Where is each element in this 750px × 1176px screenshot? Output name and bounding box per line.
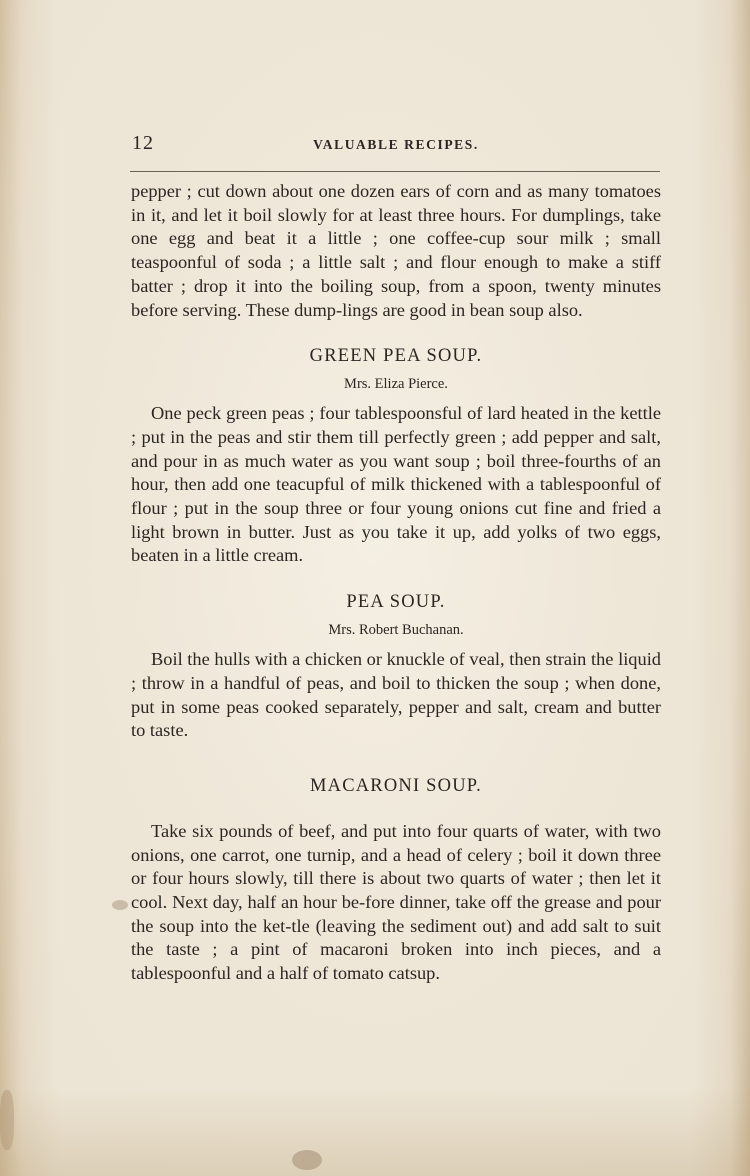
recipe-title-green-pea-soup: GREEN PEA SOUP.	[309, 346, 483, 367]
page-content	[131, 180, 661, 986]
page-number: 12	[132, 132, 154, 154]
running-head: VALUABLE RECIPES.	[313, 137, 479, 152]
recipe-body-green-pea-soup: One peck green peas ; four tablespoonsful of lard heated in the kettle ; put in the peas and stir them till perfectly green ; add pepper and salt, and pour in as much water as you want soup ; boil three-fourths of an hour, then add one teacupful of milk thickened with a tablespoonful of flour ; put in the soup three or four young onions cut fine and fried a light brown in butter. Just as you take it up, add yolks of two eggs, beaten in a little cream.	[131, 403, 661, 566]
paper-stain	[292, 1150, 322, 1170]
paper-stain	[112, 900, 128, 910]
recipe-author-pea-soup: Mrs. Robert Buchanan.	[328, 622, 464, 639]
recipe-title-pea-soup: PEA SOUP.	[346, 592, 446, 613]
paper-stain	[0, 1090, 14, 1150]
continued-paragraph: pepper ; cut down about one dozen ears of corn and as many tomatoes in it, and let it boil slowly for at least three hours. For dumplings, take one egg and beat it a little ; one coffee-cup sour milk ; small teaspoonful of soda ; a little salt ; and flour enough to make a stiff batter ; drop it into the boiling soup, from a spoon, twenty minutes before serving. These dump-lings are good in bean soup also.	[131, 181, 661, 320]
page-header	[132, 132, 660, 158]
recipe-body-macaroni-soup: Take six pounds of beef, and put into four quarts of water, with two onions, one carrot, one turnip, and a head of celery ; boil it down three or four hours slowly, till there is about two quarts of water ; then let it cool. Next day, half an hour be-fore dinner, take off the grease and pour the soup into the ket-tle (leaving the sediment out) and add salt to suit the taste ; a pint of macaroni broken into inch pieces, and a tablespoonful and a half of tomato catsup.	[131, 820, 661, 984]
recipe-body-pea-soup: Boil the hulls with a chicken or knuckle of veal, then strain the liquid ; throw in a handful of peas, and boil to thicken the soup ; when done, put in some peas cooked separately, pepper and salt, cream and butter to taste.	[131, 649, 661, 741]
recipe-title-macaroni-soup: MACARONI SOUP.	[309, 775, 483, 796]
header-rule	[130, 171, 660, 172]
recipe-author-green-pea-soup: Mrs. Eliza Pierce.	[344, 376, 448, 393]
